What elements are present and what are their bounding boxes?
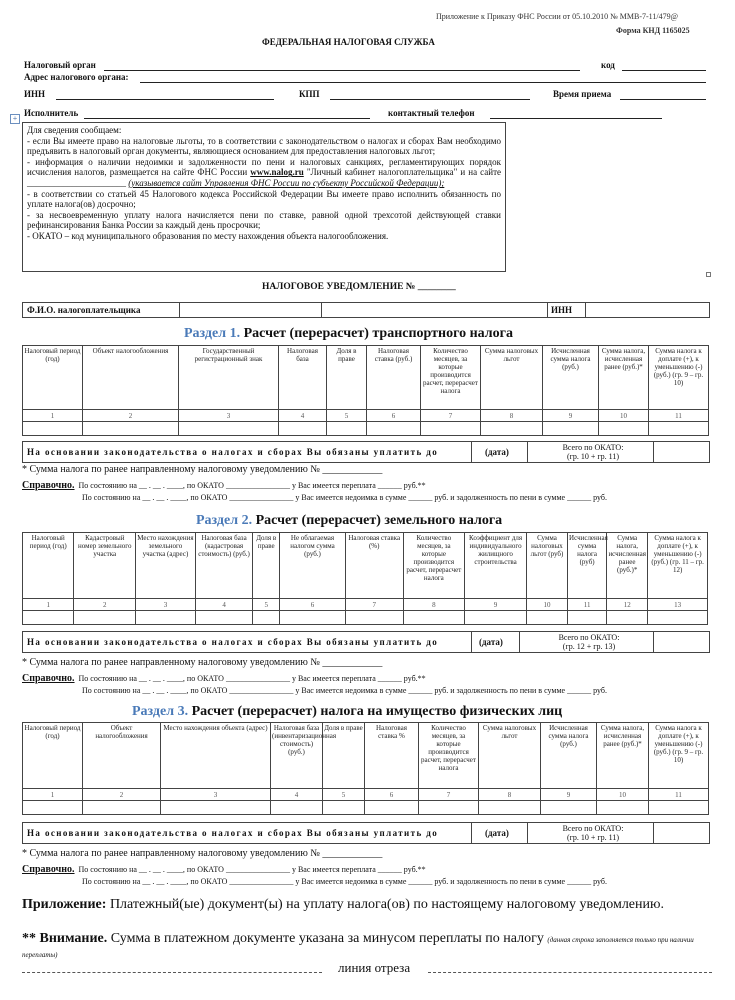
s1-num-10: 10 <box>599 410 649 422</box>
s2-num-9: 9 <box>465 599 527 611</box>
s2-num-1: 1 <box>23 599 74 611</box>
executor-label: Исполнитель <box>24 108 79 118</box>
s3-total <box>533 824 653 842</box>
section-3-title <box>132 704 562 720</box>
s3-col-10: Сумма налога, исчисленная ранее (руб.)* <box>597 723 649 789</box>
s3-ref-r2d: руб. и задолженность по пени в сумме <box>434 877 566 886</box>
notice-inn-label: ИНН <box>551 305 573 315</box>
s3-footnote-text: * Сумма налога по ранее направленному налоговому уведомлению № <box>22 848 320 859</box>
s3-basis-text: На основании законодательства о налогах и сборах Вы обязаны уплатить до <box>27 828 439 838</box>
s3-col-8: Сумма налоговых льгот <box>479 723 541 789</box>
info-line-3b: "Личный кабинет налогоплательщика" и на сайте <box>306 167 502 178</box>
s1-ref-r2a: По состоянию на <box>82 493 141 502</box>
s2-num-12: 12 <box>607 599 648 611</box>
s1-reference-label: Справочно. <box>22 480 75 491</box>
s3-col-9: Исчисленная сумма налога (руб.) <box>541 723 597 789</box>
s2-num-5: 5 <box>253 599 280 611</box>
s3-num-10: 10 <box>597 789 649 801</box>
cut-line-label: линия отреза <box>338 960 411 975</box>
s1-reference: Справочно. По состоянию на __ . __ . ____, по ОКАТО ________________ у Вас имеется переплата ______ руб.** По состоянию на __ . __ . ____, по ОКАТО ________________ у Вас имеется недоимка в сумме ______ руб. и задолженность по пени в сумме ______ руб. <box>22 480 607 502</box>
s3-col-1: Налоговый период (год) <box>23 723 83 789</box>
phone-line[interactable] <box>490 118 662 119</box>
s1-col-8: Сумма налоговых льгот <box>481 346 543 410</box>
s2-reference: Справочно. По состоянию на __ . __ . ____, по ОКАТО ________________ у Вас имеется переплата ______ руб.** По состоянию на __ . __ . ____, по ОКАТО ________________ у Вас имеется недоимка в сумме ______ руб. и задолженность по пени в сумме ______ руб. <box>22 673 607 695</box>
s1-col-4: Налоговая база <box>279 346 327 410</box>
form-code: Форма КНД 1165025 <box>616 26 690 35</box>
attention-text: Сумма в платежном документе указана за минусом переплаты по налогу <box>110 931 544 946</box>
s1-payment-deadline-row <box>22 441 710 463</box>
s2-col-12: Сумма налога, исчисленная ранее (руб.)* <box>607 533 648 599</box>
s2-data-row <box>23 611 708 625</box>
s2-ref-r1b: по ОКАТО <box>186 674 224 683</box>
s1-date-label[interactable]: (дата) <box>485 447 509 457</box>
notice-title: НАЛОГОВОЕ УВЕДОМЛЕНИЕ № ________ <box>262 282 456 292</box>
s1-ref-r2c: у Вас имеется недоимка в сумме <box>295 493 407 502</box>
info-line-4: - в соответствии со статьей 45 Налогового кодекса Российской Федерации Вы имеете право исполнить обязанность по уплате налога(ов) досрочно; <box>27 188 501 210</box>
attention-small-note: (данная строка заполняется только при наличии переплаты) <box>22 936 694 959</box>
s3-ref-r1d: руб.** <box>403 865 426 874</box>
s1-col-7: Количество месяцев, за которые производится расчет, перерасчет налога <box>421 346 481 410</box>
s1-num-1: 1 <box>23 410 83 422</box>
inn-label: ИНН <box>24 89 46 99</box>
s1-num-9: 9 <box>543 410 599 422</box>
appendix-label: Приложение: <box>22 897 107 912</box>
info-line-1: Для сведения сообщаем: <box>27 125 122 135</box>
s3-col-2: Объект налогообложения <box>83 723 161 789</box>
s1-num-5: 5 <box>327 410 367 422</box>
s3-num-9: 9 <box>541 789 597 801</box>
s2-footnote: * Сумма налога по ранее направленному налоговому уведомлению № ____________ <box>22 657 383 668</box>
s2-date-label[interactable]: (дата) <box>479 637 503 647</box>
s3-ref-r2c: у Вас имеется недоимка в сумме <box>295 877 407 886</box>
table-move-icon[interactable]: + <box>10 114 20 124</box>
s3-reference-label: Справочно. <box>22 864 75 875</box>
appendix-text: Платежный(ые) документ(ы) на уплату налога(ов) по настоящему налоговому уведомлению. <box>109 897 664 912</box>
s1-col-10: Сумма налога, исчисленная ранее (руб.)* <box>599 346 649 410</box>
s2-num-13: 13 <box>648 599 708 611</box>
s2-num-3: 3 <box>136 599 196 611</box>
s3-ref-r2e: руб. <box>593 877 607 886</box>
s2-ref-r1c: у Вас имеется переплата <box>291 674 376 683</box>
s3-payment-deadline-row <box>22 822 710 844</box>
s3-col-7: Количество месяцев, за которые производится расчет, перерасчет налога <box>419 723 479 789</box>
s2-total-label: Всего по ОКАТО: <box>558 633 620 642</box>
s1-col-6: Налоговая ставка (руб.) <box>367 346 421 410</box>
s2-ref-r1a: По состоянию на <box>78 674 137 683</box>
s2-col-10: Сумма налоговых льгот (руб) <box>526 533 567 599</box>
attention-label: ** Внимание. <box>22 931 108 946</box>
s1-ref-r1a: По состоянию на <box>78 481 137 490</box>
nalog-site-link[interactable]: www.nalog.ru <box>250 167 304 178</box>
s1-total-formula: (гр. 10 + гр. 11) <box>566 452 620 461</box>
s2-num-4: 4 <box>195 599 253 611</box>
s2-col-4: Налоговая база (кадастровая стоимость) (руб.) <box>195 533 253 599</box>
info-line-3-text: - информация о наличии недоимки и задолженности по пени и налоговых санкциях, регламентирующих порядок исчисления налогов, размещается на сайте ФНС России <box>27 156 501 178</box>
s3-date-label[interactable]: (дата) <box>485 828 509 838</box>
section-3-number: Раздел 3. <box>132 704 189 719</box>
s3-num-6: 6 <box>365 789 419 801</box>
resize-handle-icon[interactable] <box>706 272 711 277</box>
s1-ref-r1b: по ОКАТО <box>186 481 224 490</box>
s2-footnote-text: * Сумма налога по ранее направленному налоговому уведомлению № <box>22 657 320 668</box>
s2-num-2: 2 <box>74 599 136 611</box>
info-line-5: - за несвоевременную уплату налога начисляется пени по ставке, равной одной трехсотой действующей ставки рефинансирования Банка России за каждый день просрочки; <box>27 209 501 231</box>
cut-line-right <box>428 972 712 973</box>
s2-total-formula: (гр. 12 + гр. 13) <box>562 642 616 651</box>
section-2-number: Раздел 2. <box>196 513 253 528</box>
s3-num-4: 4 <box>271 789 323 801</box>
s1-num-11: 11 <box>649 410 709 422</box>
s3-num-8: 8 <box>479 789 541 801</box>
s2-ref-r2b: по ОКАТО <box>190 686 228 695</box>
s2-col-9: Коэффициент для индивидуального жилищного строительства <box>465 533 527 599</box>
address-label: Адрес налогового органа: <box>24 72 129 82</box>
tax-authority-label: Налоговый орган <box>24 60 96 70</box>
attention-note <box>22 932 712 962</box>
tax-authority-line[interactable] <box>104 70 580 71</box>
cut-line-left <box>22 972 322 973</box>
s1-col-11: Сумма налога к доплате (+), к уменьшению (-) (руб.) (гр. 9 – гр. 10) <box>649 346 709 410</box>
s2-total <box>525 633 653 651</box>
appendix-note <box>22 896 712 913</box>
s2-ref-date-2[interactable]: __ . __ . ____ <box>142 686 187 695</box>
executor-line[interactable] <box>84 118 370 119</box>
info-line-6: - ОКАТО – код муниципального образования по месту нахождения объекта налогообложения. <box>27 230 389 241</box>
s2-col-8: Количество месяцев, за которые производится расчет, перерасчет налога <box>403 533 465 599</box>
s3-num-3: 3 <box>161 789 271 801</box>
s2-num-6: 6 <box>280 599 346 611</box>
s3-reference: Справочно. По состоянию на __ . __ . ____, по ОКАТО ________________ у Вас имеется переплата ______ руб.** По состоянию на __ . __ . ____, по ОКАТО ________________ у Вас имеется недоимка в сумме ______ руб. и задолженность по пени в сумме ______ руб. <box>22 864 607 886</box>
s1-ref-r2d: руб. и задолженность по пени в сумме <box>434 493 566 502</box>
reception-time-label: Время приема <box>553 89 612 99</box>
s2-reference-label: Справочно. <box>22 673 75 684</box>
s1-footnote-text: * Сумма налога по ранее направленному налоговому уведомлению № <box>22 464 320 475</box>
section-1-title <box>184 326 513 342</box>
s1-total-label: Всего по ОКАТО: <box>562 443 624 452</box>
s1-col-1: Налоговый период (год) <box>23 346 83 410</box>
s3-data-row <box>23 801 709 815</box>
code-line[interactable] <box>622 70 706 71</box>
s1-num-8: 8 <box>481 410 543 422</box>
s1-col-3: Государственный регистрационный знак <box>179 346 279 410</box>
s3-num-1: 1 <box>23 789 83 801</box>
s2-ref-r2d: руб. и задолженность по пени в сумме <box>434 686 566 695</box>
s2-col-1: Налоговый период (год) <box>23 533 74 599</box>
s3-total-label: Всего по ОКАТО: <box>562 824 624 833</box>
s1-num-4: 4 <box>279 410 327 422</box>
notice-title-text: НАЛОГОВОЕ УВЕДОМЛЕНИЕ № <box>262 282 416 292</box>
fio-label: Ф.И.О. налогоплательщика <box>27 305 141 315</box>
s3-total-formula: (гр. 10 + гр. 11) <box>566 833 620 842</box>
s2-col-2: Кадастровый номер земельного участка <box>74 533 136 599</box>
s2-ref-r2a: По состоянию на <box>82 686 141 695</box>
s1-ref-r2e: руб. <box>593 493 607 502</box>
info-line-3: - информация о наличии недоимки и задолженности по пени и налоговых санкциях, регламентирующих порядок исчисления налогов, размещается на сайте ФНС России www.nalog.ru "Личный кабинет налогоплательщика" и на сайте ______________________ (указывается сайт Управления ФНС России по субъекту Российской Федерации); <box>27 156 502 188</box>
s1-col-9: Исчисленная сумма налога (руб.) <box>543 346 599 410</box>
s2-ref-date-1[interactable]: __ . __ . ____ <box>138 674 183 683</box>
s1-ref-date-2[interactable]: __ . __ . ____ <box>142 493 187 502</box>
agency-title: ФЕДЕРАЛЬНАЯ НАЛОГОВАЯ СЛУЖБА <box>262 37 435 47</box>
phone-label: контактный телефон <box>388 108 475 118</box>
inn-line[interactable] <box>56 99 274 100</box>
s1-col-2: Объект налогообложения <box>83 346 179 410</box>
s1-num-6: 6 <box>367 410 421 422</box>
s3-col-5: Доля в праве <box>323 723 365 789</box>
s2-ref-r1d: руб.** <box>403 674 426 683</box>
taxpayer-row <box>22 302 710 318</box>
s3-num-5: 5 <box>323 789 365 801</box>
s2-num-11: 11 <box>568 599 607 611</box>
s3-ref-r2b: по ОКАТО <box>190 877 228 886</box>
section-3-table <box>22 722 709 815</box>
s3-col-11: Сумма налога к доплате (+), к уменьшению (-) (руб.) (гр. 9 – гр. 10) <box>649 723 709 789</box>
s1-footnote: * Сумма налога по ранее направленному налоговому уведомлению № ____________ <box>22 464 383 475</box>
section-2-name: Расчет (перерасчет) земельного налога <box>255 513 503 528</box>
s1-num-7: 7 <box>421 410 481 422</box>
s3-ref-r2a: По состоянию на <box>82 877 141 886</box>
s1-ref-r1c: у Вас имеется переплата <box>291 481 376 490</box>
s2-col-6: Не облагаемая налогом сумма (руб.) <box>280 533 346 599</box>
s1-col-5: Доля в праве <box>327 346 367 410</box>
s1-basis-text: На основании законодательства о налогах и сборах Вы обязаны уплатить до <box>27 447 439 457</box>
s3-col-3: Место нахождения объекта (адрес) <box>161 723 271 789</box>
s3-ref-date-1[interactable]: __ . __ . ____ <box>138 865 183 874</box>
section-1-number: Раздел 1. <box>184 326 241 341</box>
s1-total <box>533 443 653 461</box>
s3-col-4: Налоговая база (инвентаризационная стоимость) (руб.) <box>271 723 323 789</box>
s1-num-3: 3 <box>179 410 279 422</box>
s2-col-7: Налоговая ставка (%) <box>345 533 403 599</box>
s1-data-row <box>23 422 709 436</box>
s2-num-10: 10 <box>526 599 567 611</box>
info-line-3c: (указывается сайт Управления ФНС России по субъекту Российской Федерации); <box>128 177 445 188</box>
s3-ref-date-2[interactable]: __ . __ . ____ <box>142 877 187 886</box>
section-2-title <box>196 513 502 529</box>
s2-ref-r2c: у Вас имеется недоимка в сумме <box>295 686 407 695</box>
s2-num-7: 7 <box>345 599 403 611</box>
kpp-line[interactable] <box>330 99 530 100</box>
s3-num-7: 7 <box>419 789 479 801</box>
s3-num-2: 2 <box>83 789 161 801</box>
s1-ref-date-1[interactable]: __ . __ . ____ <box>138 481 183 490</box>
section-3-name: Расчет (перерасчет) налога на имущество физических лиц <box>191 704 563 719</box>
s3-num-11: 11 <box>649 789 709 801</box>
s2-num-8: 8 <box>403 599 465 611</box>
address-line[interactable] <box>140 82 706 83</box>
s3-col-6: Налоговая ставка % <box>365 723 419 789</box>
section-1-name: Расчет (перерасчет) транспортного налога <box>243 326 513 341</box>
s3-footnote: * Сумма налога по ранее направленному налоговому уведомлению № ____________ <box>22 848 383 859</box>
s1-ref-r1d: руб.** <box>403 481 426 490</box>
s2-col-5: Доля в праве <box>253 533 280 599</box>
appendix-reference: Приложение к Приказу ФНС России от 05.10.2010 № ММВ-7-11/479@ <box>436 12 678 21</box>
s3-ref-r1b: по ОКАТО <box>186 865 224 874</box>
s1-num-2: 2 <box>83 410 179 422</box>
s2-col-13: Сумма налога к доплате (+), к уменьшению (-) (руб.) (гр. 11 – гр. 12) <box>648 533 708 599</box>
kpp-label: КПП <box>299 89 320 99</box>
section-2-table <box>22 532 708 625</box>
info-box <box>22 122 506 272</box>
code-label: код <box>601 60 615 70</box>
s3-ref-r1c: у Вас имеется переплата <box>291 865 376 874</box>
s2-col-11: Исчисленная сумма налога (руб) <box>568 533 607 599</box>
s2-payment-deadline-row <box>22 631 710 653</box>
s1-ref-r2b: по ОКАТО <box>190 493 228 502</box>
section-1-table <box>22 345 709 436</box>
s3-ref-r1a: По состоянию на <box>78 865 137 874</box>
info-line-2: - если Вы имеете право на налоговые льготы, то в соответствии с законодательством о налогах и сборах Вам необходимо предъявить в налоговый орган документы, являющиеся основанием для предоставления налоговых льгот; <box>27 135 501 157</box>
s2-ref-r2e: руб. <box>593 686 607 695</box>
s2-col-3: Место нахождения земельного участка (адрес) <box>136 533 196 599</box>
s2-basis-text: На основании законодательства о налогах и сборах Вы обязаны уплатить до <box>27 637 439 647</box>
reception-time-line[interactable] <box>620 99 706 100</box>
